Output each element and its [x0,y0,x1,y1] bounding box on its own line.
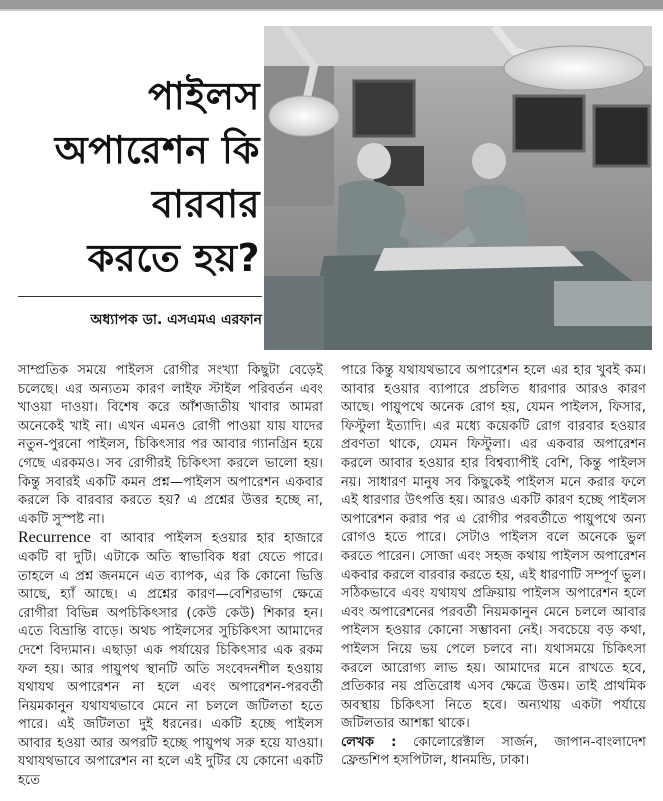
surgery-photo [264,26,652,350]
operating-room-illustration [264,26,652,350]
article-column-right [341,362,646,771]
headline-line-4: করতে হয়? [87,235,260,280]
author-note [341,734,646,771]
author-note-label: লেখক : [341,734,397,750]
headline-line-2: অপারেশন কি [54,127,260,172]
top-rule [0,0,663,9]
recurrence-term: Recurrence [18,529,91,547]
body-text: বা আবার পাইলস হওয়ার হার হাজারে একটি বা দুটি। এটাকে অতি স্বাভাবিক ধরা যেতে পারে। তাহলে এ প্রশ্ন জনমনে এত ব্যাপক, এর কি কোনো ভিত্তি আছে, হ্যাঁ আছে। এ প্রশ্নের কারণ—বেশিরভাগ ক্ষেত্রে রোগীরা বিভিন্ন অপচিকিৎসার (কেউ কেউ) শিকার হন। এতে বিভ্রান্তি বাড়ে। অথচ পাইলসের সুচিকিৎসা আমাদের দেশে বিদ্যমান। এছাড়া এক পর্যায়ের চিকিৎসার এক রকম ফল হয়। আর পায়ুপথ স্থানটি অতি সংবেদনশীল হওয়ায় যথাযথ অপারেশন না হলে এবং অপারেশন-পরবর্তী নিয়মকানুন যথাযথভাবে মেনে না চললে জটিলতা হতে পারে। এই জটিলতা দুই ধরনের। একটি হচ্ছে পাইলস আবার হওয়া আর অপরটি হচ্ছে পায়ুপথ সরু হয়ে যাওয়া। যথাযথভাবে অপারেশন না হলে এই দুটির যে কোনো একটি হতে [18,531,323,789]
headline-line-3: বারবার [151,181,260,226]
author-note-text: কোলোরেক্টাল সার্জন, জাপান-বাংলাদেশ ফ্রেন্ডশিপ হসপিটাল, ধানমন্ডি, ঢাকা। [341,734,646,769]
body-paragraph: পারে কিন্তু যথাযথভাবে অপারেশন হলে এর হার খুবই কম। আবার হওয়ার ব্যাপারে প্রচলিত ধারণার আরও কারণ আছে। পায়ুপথে অনেক রোগ হয়, যেমন পাইলস, ফিসার, ফিস্টুলা ইত্যাদি। এর মধ্যে কয়েকটি রোগ বারবার হওয়ার প্রবণতা থাকে, যেমন ফিস্টুলা। এর একবার অপারেশন করলে আবার হওয়ার হার বিশ্বব্যাপীই বেশি, কিন্তু পাইলস নয়। সাধারণ মানুষ সব কিছুকেই পাইলস মনে করার ফলে এই ধারণার উৎপত্তি হয়। আরও একটি কারণ হচ্ছে পাইলস অপারেশন করার পর এ রোগীর পরবর্তীতে পায়ুপথে অন্য রোগও হতে পারে। সেটাও পাইলস বলে অনেকে ভুল করতে পারেন। সোজা এবং সহজ কথায় পাইলস অপারেশন একবার করলে বারবার করতে হয়, এই ধারণাটি সম্পূর্ণ ভুল। সঠিকভাবে এবং যথাযথ প্রক্রিয়ায় পাইলস অপারেশন হলে এবং অপারেশনের পরবর্তী নিয়মকানুন মেনে চললে আবার পাইলস হওয়ার কোনো সম্ভাবনা নেই। সবচেয়ে বড় কথা, পাইলস নিয়ে ভয় পেলে চলবে না। যথাসময়ে চিকিৎসা করলে আরোগ্য লাভ হয়। আমাদের মনে রাখতে হবে, প্রতিকার নয় প্রতিরোধ এসব ক্ষেত্রে উত্তম। তাই প্রাথমিক অবস্থায় চিকিৎসা নিতে হবে। অন্যথায় একটা পর্যায়ে জটিলতার আশঙ্কা থাকে। [341,363,646,732]
top-rule-light [0,9,663,11]
headline-line-1: পাইলস [148,74,260,118]
author-divider [18,296,262,297]
headline [18,70,260,286]
article-column-left [18,362,323,791]
body-paragraph [18,362,323,791]
body-text: সাম্প্রতিক সময়ে পাইলস রোগীর সংখ্যা কিছুটা বেড়েই চলেছে। এর অন্যতম কারণ লাইফ স্টাইল পরিবর্তন এবং খাওয়া দাওয়া। বিশেষ করে আঁশজাতীয় খাবার আমরা অনেকেই খাই না। এখন এমনও রোগী পাওয়া যায় যাদের নতুন-পুরনো পাইলস, চিকিৎসার পর আবার গ্যানগ্রিন হয়ে গেছে এরকমও। সব রোগীরই চিকিৎসা করলে ভালো হয়। কিন্তু সবারই একটি কমন প্রশ্ন—পাইলস অপারেশন একবার করলে কি বারবার করতে হয়? এ প্রশ্নের উত্তর হচ্ছে না, একটি সুস্পষ্ট না। [18,363,323,527]
author-byline: অধ্যাপক ডা. এসএমএ এরফান [90,312,262,328]
